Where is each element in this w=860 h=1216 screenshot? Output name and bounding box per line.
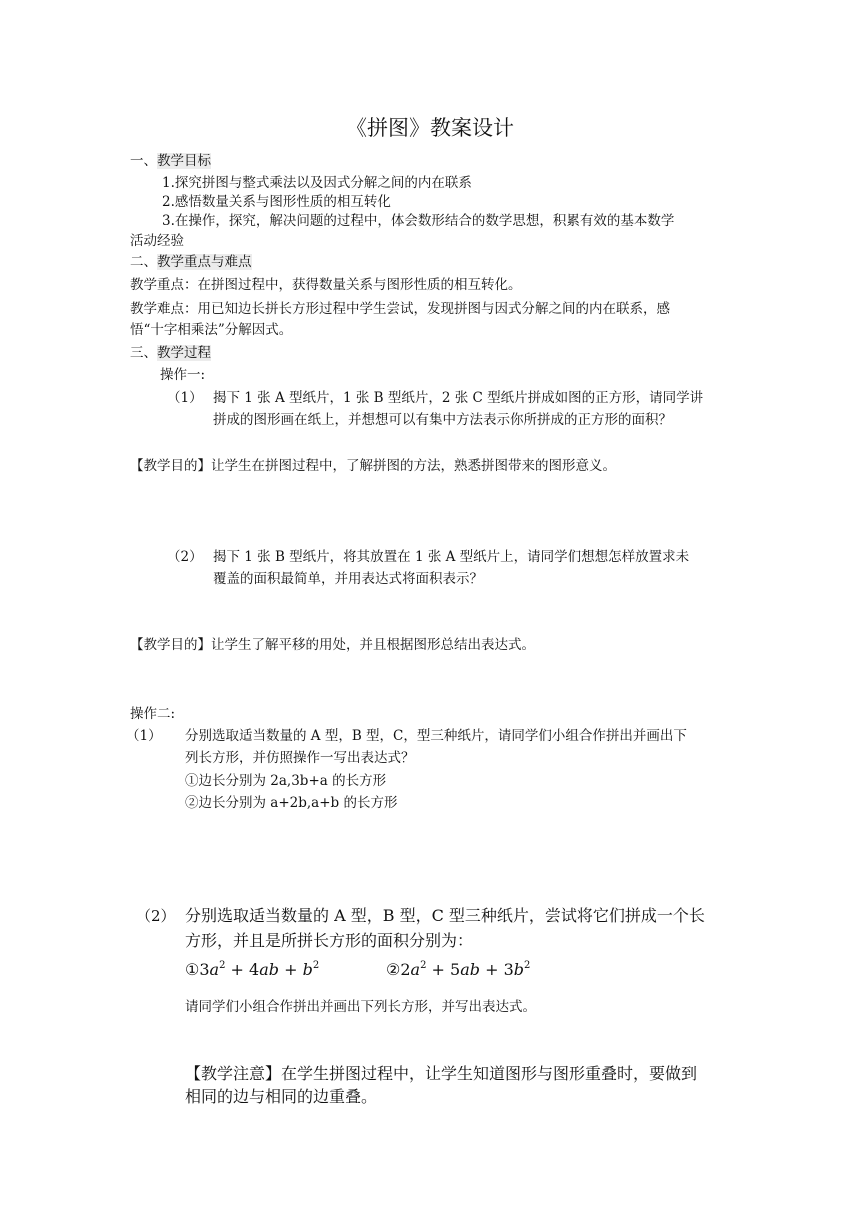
section-2-number: 二、 [130, 254, 157, 270]
op1-q2-number: （2） [167, 549, 203, 565]
goal-item-1: 1.探究拼图与整式乘法以及因式分解之间的内在联系 [162, 175, 472, 191]
section-3-title: 教学过程 [157, 345, 211, 361]
section-1-number: 一、 [130, 153, 157, 169]
op2-instruction: 请同学们小组合作拼出并画出下列长方形，并写出表达式。 [185, 999, 536, 1015]
difficulty-line-1: 教学难点：用已知边长拼长方形过程中学生尝试，发现拼图与因式分解之间的内在联系，感 [130, 301, 670, 317]
page-title: 《拼图》教案设计 [346, 116, 514, 140]
note-text: 在学生拼图过程中，让学生知道图形与图形重叠时，要做到 [281, 1064, 698, 1083]
goal-item-2: 2.感悟数量关系与图形性质的相互转化 [162, 194, 391, 210]
op1-q1-number: （1） [167, 390, 203, 406]
op2-q1-number: （1） [126, 728, 162, 744]
purpose-text: 让学生在拼图过程中，了解拼图的方法，熟悉拼图带来的图形意义。 [211, 458, 616, 474]
op2-q2-number: （2） [136, 907, 176, 925]
purpose-tag: 【教学目的】 [130, 458, 211, 474]
section-1-title: 教学目标 [157, 153, 211, 169]
purpose-text: 让学生了解平移的用处，并且根据图形总结出表达式。 [211, 637, 535, 653]
key-point: 教学重点：在拼图过程中，获得数量关系与图形性质的相互转化。 [130, 277, 522, 293]
section-3-number: 三、 [130, 345, 157, 361]
note-tag: 【教学注意】 [185, 1064, 282, 1083]
area-expression-2: $②2a^2 + 5ab + 3b^2$ [386, 960, 531, 979]
op1-q2-line-2: 覆盖的面积最简单，并用表达式将面积表示？ [213, 571, 483, 587]
operation-1-label: 操作一: [160, 367, 206, 383]
op1-q1-line-1: 揭下 1 张 A 型纸片，1 张 B 型纸片，2 张 C 型纸片拼成如图的正方形，请同学讲 [213, 390, 704, 406]
op2-q1-line-2: 列长方形，并仿照操作一写出表达式？ [185, 750, 415, 766]
goal-item-3: 3.在操作，探究，解决问题的过程中，体会数形结合的数学思想，积累有效的基本数学 [162, 213, 675, 229]
section-2-heading [130, 251, 252, 273]
purpose-tag: 【教学目的】 [130, 637, 211, 653]
difficulty-line-2: 悟“十字相乘法”分解因式。 [130, 322, 293, 338]
area-expression-1: $①3a^2 + 4ab + b^2$ [185, 960, 320, 979]
op1-purpose-2 [130, 634, 535, 656]
goal-item-3-continued: 活动经验 [130, 233, 184, 249]
op1-purpose-1 [130, 455, 616, 477]
op2-note-line-2: 相同的边与相同的边重叠。 [185, 1087, 378, 1106]
section-1-heading [130, 150, 211, 172]
op2-note-line-1 [185, 1062, 697, 1086]
op2-option-2: ②边长分别为 a+2b,a+b 的长方形 [185, 795, 398, 811]
op2-q2-line-2: 方形，并且是所拼长方形的面积分别为： [185, 931, 474, 950]
op2-q1-line-1: 分别选取适当数量的 A 型，B 型，C，型三种纸片，请同学们小组合作拼出并画出下 [185, 728, 687, 744]
expression-1-mark: ① [185, 960, 200, 979]
operation-2-label: 操作二: [130, 706, 176, 722]
section-2-title: 教学重点与难点 [157, 254, 252, 270]
op2-option-1: ①边长分别为 2a,3b+a 的长方形 [185, 773, 387, 789]
op1-q1-line-2: 拼成的图形画在纸上，并想想可以有集中方法表示你所拼成的正方形的面积？ [213, 412, 672, 428]
section-3-heading [130, 342, 211, 364]
op1-q2-line-1: 揭下 1 张 B 型纸片，将其放置在 1 张 A 型纸片上，请同学们想想怎样放置求未 [213, 549, 690, 565]
op2-q2-line-1: 分别选取适当数量的 A 型，B 型，C 型三种纸片，尝试将它们拼成一个长 [185, 906, 705, 925]
expression-2-mark: ② [386, 960, 401, 979]
